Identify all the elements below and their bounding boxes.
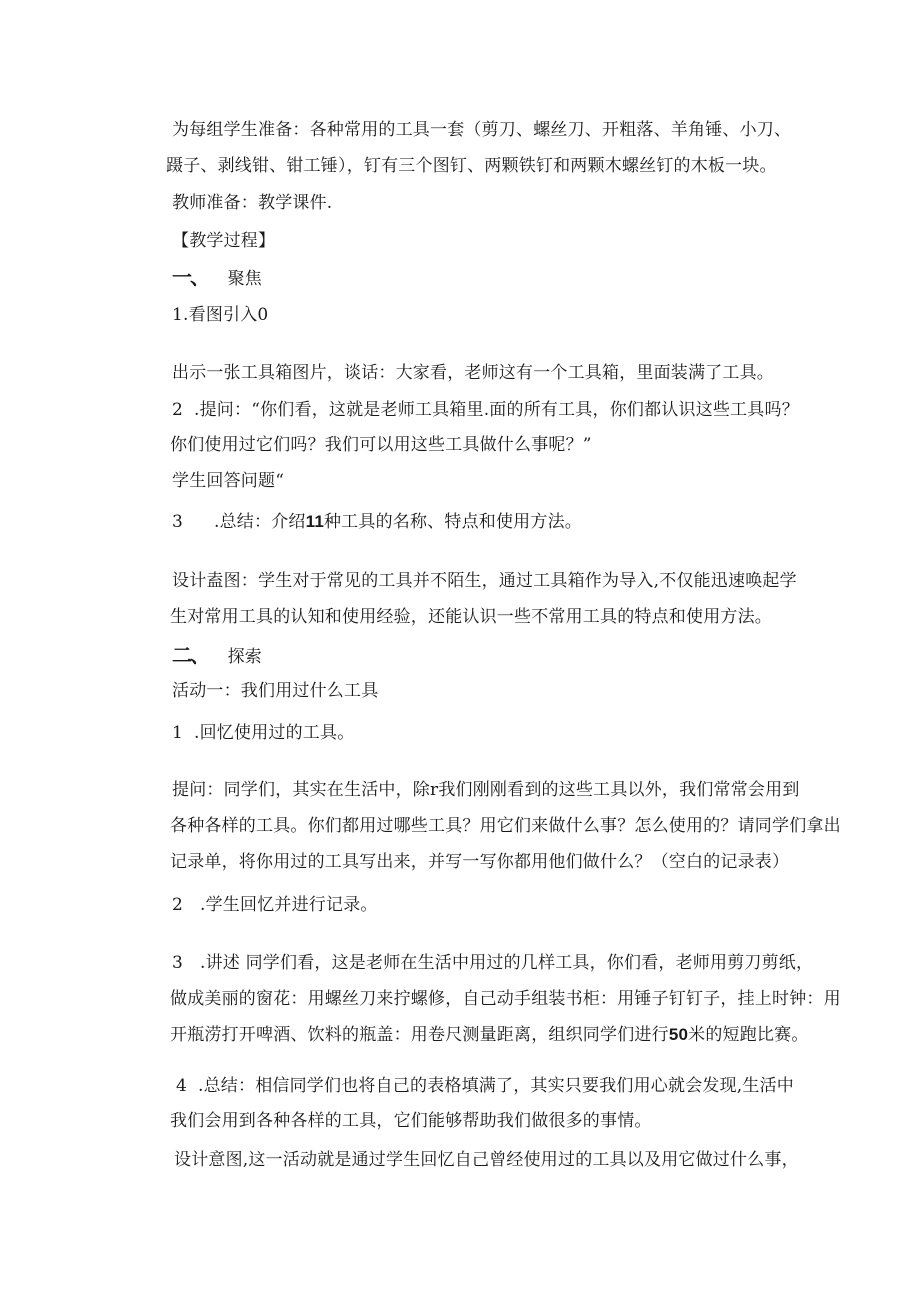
section-title: 聚焦	[227, 269, 263, 289]
question-line-2: 你们使用过它们吗？我们可以用这些工具做什么事呢？”	[170, 435, 592, 455]
narrate-pre: 开瓶涝打开啤酒、饮料的瓶盖：用卷尺测量距离，组织同学们进行	[170, 1025, 669, 1045]
record-step	[172, 895, 378, 915]
section-title: 探索	[227, 647, 263, 667]
step-number: 4	[176, 1076, 188, 1096]
recall-text: .回忆使用过的工具。	[194, 723, 355, 743]
question-line-1	[172, 400, 799, 420]
process-heading: 【教学过程】	[172, 231, 276, 251]
step-look-picture: 1.看图引入0	[172, 305, 269, 325]
section-number: 二、	[172, 643, 208, 667]
narrate-post: 米的短跑比赛。	[688, 1025, 809, 1045]
step-number: 3	[172, 512, 184, 532]
record-text: .学生回忆并进行记录。	[200, 895, 378, 915]
ask-line-3: 记录单，将你用过的工具写出来，并写一写你都用他们做什么？（空白的记录表）	[170, 852, 790, 872]
narrate-line-1	[172, 953, 813, 973]
students-answer: 学生回答问题“	[172, 471, 285, 491]
narrate-text: .讲述 同学们看，这是老师在生活中用过的几样工具，你们看，老师用剪刀剪纸，	[200, 953, 814, 973]
design-intent-two: 设计意图,这一活动就是通过学生回忆自己曾经使用过的工具以及用它做过什么事，	[174, 1150, 799, 1170]
narrate-line-3	[170, 1025, 809, 1045]
narrate-line-2: 做成美丽的窗花：用螺丝刀来拧螺修，自己动手组装书柜：用锤子钉钉子，挂上时钟：用	[170, 989, 841, 1009]
ask-line-2: 各种各样的工具。你们都用过哪些工具？用它们来做什么事？怎么使用的？请同学们拿出	[170, 816, 841, 836]
prep-line-2: 蹑子、剥线钳、钳工锤），钉有三个图钉、两颗铁钉和两颗木螺丝钉的木板一块。	[166, 156, 777, 176]
race-distance: 50	[668, 1025, 689, 1044]
ask-line-1: 提问：同学们，其实在生活中，除r我们刚刚看到的这些工具以外，我们常常会用到	[172, 780, 800, 800]
summary-post: 种工具的名称、特点和使用方法。	[323, 512, 582, 532]
conclude-text: .总结：相信同学们也将自己的表格填满了，其实只要我们用心就会发现,生活中	[198, 1076, 795, 1096]
step-number: 2	[172, 895, 184, 915]
step-number: 1	[172, 723, 184, 743]
design-intent-line-2: 生对常用工具的认知和使用经验，还能认识一些不常用工具的特点和使用方法。	[170, 607, 772, 627]
activity-one-title: 活动一：我们用过什么工具	[172, 681, 379, 701]
question-text: .提问：“你们看，这就是老师工具箱里.面的所有工具，你们都认识这些工具吗？	[194, 400, 799, 420]
step-number: 2	[172, 400, 184, 420]
summary-count: 11	[305, 512, 324, 531]
step-number: 3	[172, 953, 184, 973]
prep-line-1: 为每组学生准备：各种常用的工具一套（剪刀、螺丝刀、开粗落、羊角锤、小刀、	[172, 120, 792, 140]
section-heading-focus	[172, 267, 262, 289]
recall-step	[172, 723, 354, 743]
section-heading-explore	[172, 645, 262, 667]
conclude-line-2: 我们会用到各种各样的工具，它们能够帮助我们做很多的事情。	[170, 1111, 652, 1131]
summary-line	[172, 512, 582, 532]
conclude-line-1	[176, 1076, 794, 1096]
show-toolbox: 出示一张工具箱图片，谈话：大家看，老师这有一个工具箱，里面装满了工具。	[172, 363, 774, 383]
teacher-prep: 教师准备：教学课件.	[172, 193, 333, 213]
section-number: 一、	[172, 265, 208, 289]
design-intent-line-1: 设计盍图：学生对于常见的工具并不陌生，通过工具箱作为导入,不仅能迅速唤起学	[172, 571, 797, 591]
summary-pre: .总结：介绍	[214, 512, 306, 532]
